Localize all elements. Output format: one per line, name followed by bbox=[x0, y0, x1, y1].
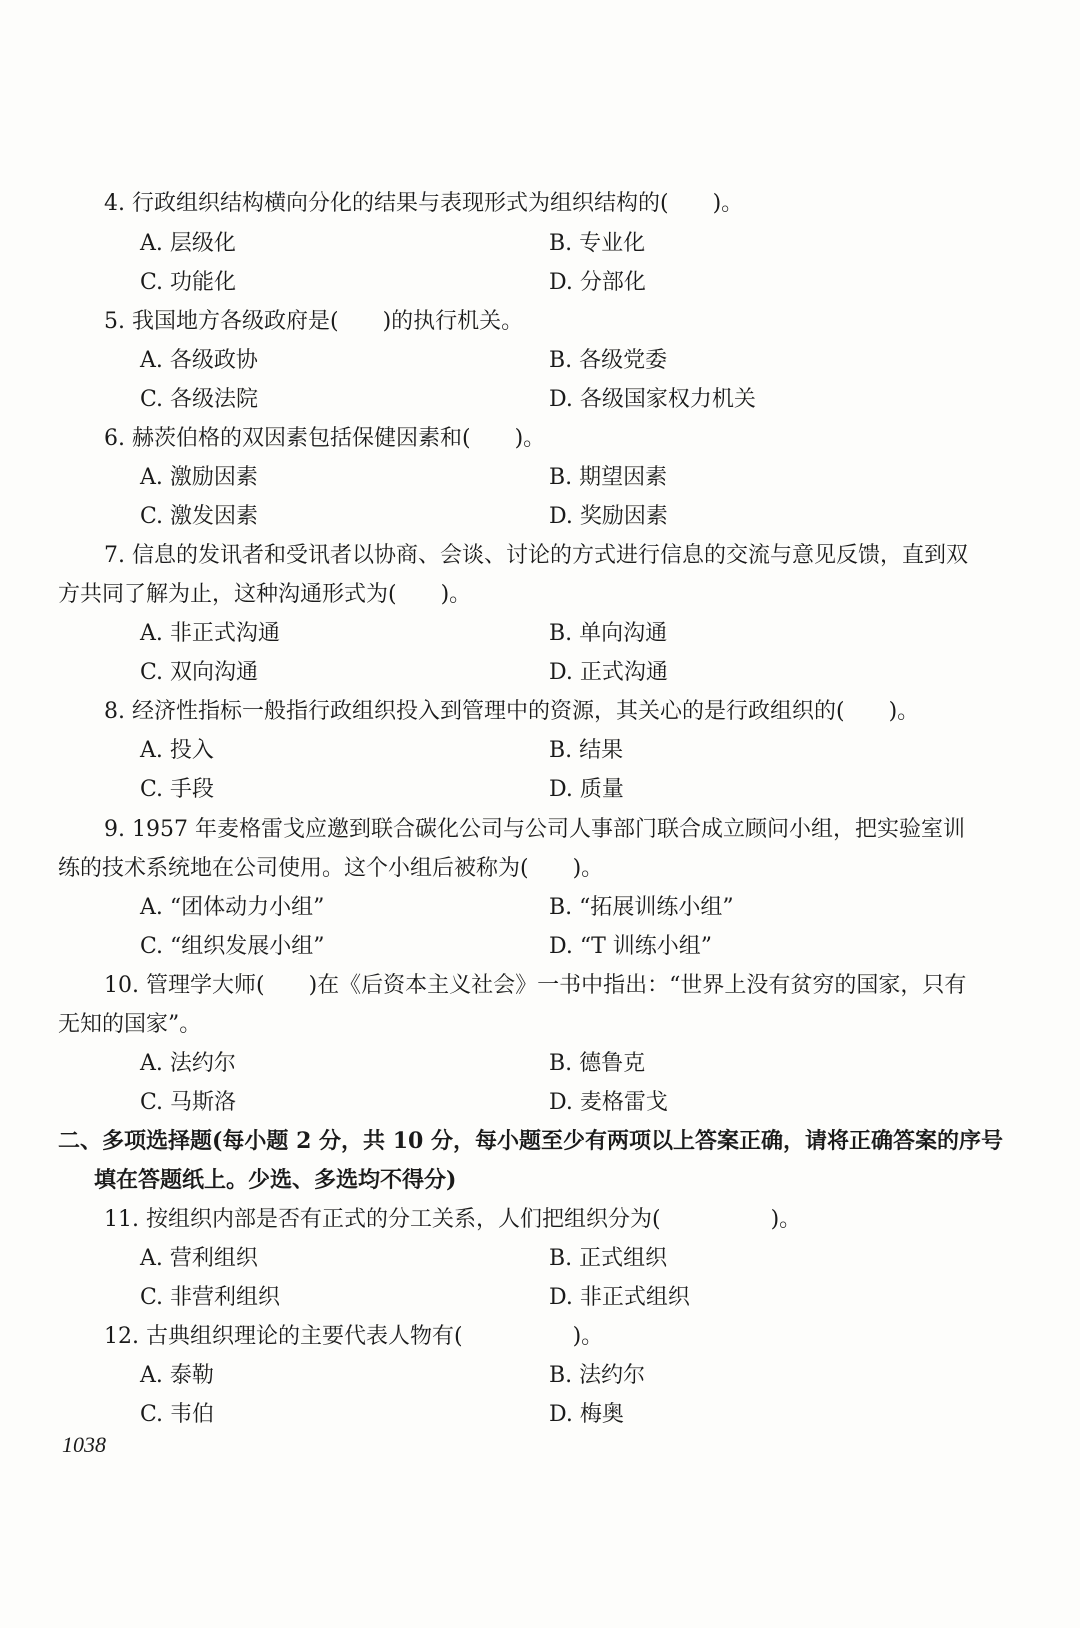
question-9-option-a: A. “团体动力小组” bbox=[140, 895, 325, 920]
question-9-option-b: B. “拓展训练小组” bbox=[549, 895, 734, 920]
question-7-stem-cont: 方共同了解为止，这种沟通形式为( )。 bbox=[58, 582, 472, 607]
question-7-option-b: B. 单向沟通 bbox=[549, 621, 668, 646]
question-5-option-a: A. 各级政协 bbox=[140, 348, 258, 373]
question-7-option-c: C. 双向沟通 bbox=[140, 660, 259, 685]
page-number: 1038 bbox=[62, 1432, 106, 1457]
question-10-stem: 10. 管理学大师( )在《后资本主义社会》一书中指出：“世界上没有贫穷的国家，只有 bbox=[104, 973, 967, 998]
question-11-option-a: A. 营利组织 bbox=[140, 1246, 258, 1271]
question-6-option-b: B. 期望因素 bbox=[549, 465, 668, 490]
section-2-heading: 二、多项选择题(每小题 2 分，共 10 分，每小题至少有两项以上答案正确，请将正确答案的序号 bbox=[58, 1128, 1003, 1154]
question-8-option-a: A. 投入 bbox=[140, 738, 214, 763]
question-5-stem: 5. 我国地方各级政府是( )的执行机关。 bbox=[104, 309, 524, 334]
question-9-option-c: C. “组织发展小组” bbox=[140, 934, 325, 959]
question-4-stem: 4. 行政组织结构横向分化的结果与表现形式为组织结构的( )。 bbox=[104, 191, 744, 216]
question-8-stem: 8. 经济性指标一般指行政组织投入到管理中的资源，其关心的是行政组织的( )。 bbox=[104, 699, 920, 724]
question-6-option-c: C. 激发因素 bbox=[140, 504, 259, 529]
question-7-option-a: A. 非正式沟通 bbox=[140, 621, 280, 646]
question-5-option-c: C. 各级法院 bbox=[140, 387, 259, 412]
question-8-option-d: D. 质量 bbox=[549, 777, 624, 802]
question-5-option-b: B. 各级党委 bbox=[549, 348, 668, 373]
question-12-option-a: A. 泰勒 bbox=[140, 1363, 214, 1388]
question-9-stem: 9. 1957 年麦格雷戈应邀到联合碳化公司与公司人事部门联合成立顾问小组，把实验室训 bbox=[104, 817, 965, 842]
question-9-option-d: D. “T 训练小组” bbox=[549, 934, 713, 959]
question-10-option-d: D. 麦格雷戈 bbox=[549, 1090, 668, 1115]
question-6-option-d: D. 奖励因素 bbox=[549, 504, 668, 529]
question-11-stem: 11. 按组织内部是否有正式的分工关系，人们把组织分为( )。 bbox=[104, 1207, 802, 1232]
question-5-option-d: D. 各级国家权力机关 bbox=[549, 387, 756, 412]
question-6-option-a: A. 激励因素 bbox=[140, 465, 258, 490]
question-6-stem: 6. 赫茨伯格的双因素包括保健因素和( )。 bbox=[104, 426, 546, 451]
question-12-option-c: C. 韦伯 bbox=[140, 1402, 215, 1427]
question-7-option-d: D. 正式沟通 bbox=[549, 660, 668, 685]
question-10-option-b: B. 德鲁克 bbox=[549, 1051, 646, 1076]
question-9-stem-cont: 练的技术系统地在公司使用。这个小组后被称为( )。 bbox=[58, 856, 604, 881]
question-8-option-b: B. 结果 bbox=[549, 738, 624, 763]
question-10-option-a: A. 法约尔 bbox=[140, 1051, 236, 1076]
question-12-stem: 12. 古典组织理论的主要代表人物有( )。 bbox=[104, 1324, 604, 1349]
question-4-option-c: C. 功能化 bbox=[140, 270, 237, 295]
question-8-option-c: C. 手段 bbox=[140, 777, 215, 802]
question-4-option-b: B. 专业化 bbox=[549, 231, 646, 256]
question-11-option-c: C. 非营利组织 bbox=[140, 1285, 281, 1310]
question-10-stem-cont: 无知的国家”。 bbox=[58, 1012, 202, 1037]
question-10-option-c: C. 马斯洛 bbox=[140, 1090, 237, 1115]
question-12-option-d: D. 梅奥 bbox=[549, 1402, 624, 1427]
question-4-option-d: D. 分部化 bbox=[549, 270, 646, 295]
question-11-option-b: B. 正式组织 bbox=[549, 1246, 668, 1271]
question-11-option-d: D. 非正式组织 bbox=[549, 1285, 690, 1310]
section-2-heading-cont: 填在答题纸上。少选、多选均不得分) bbox=[94, 1167, 457, 1193]
question-12-option-b: B. 法约尔 bbox=[549, 1363, 646, 1388]
question-7-stem: 7. 信息的发讯者和受讯者以协商、会谈、讨论的方式进行信息的交流与意见反馈，直到双 bbox=[104, 543, 968, 568]
question-4-option-a: A. 层级化 bbox=[140, 231, 236, 256]
